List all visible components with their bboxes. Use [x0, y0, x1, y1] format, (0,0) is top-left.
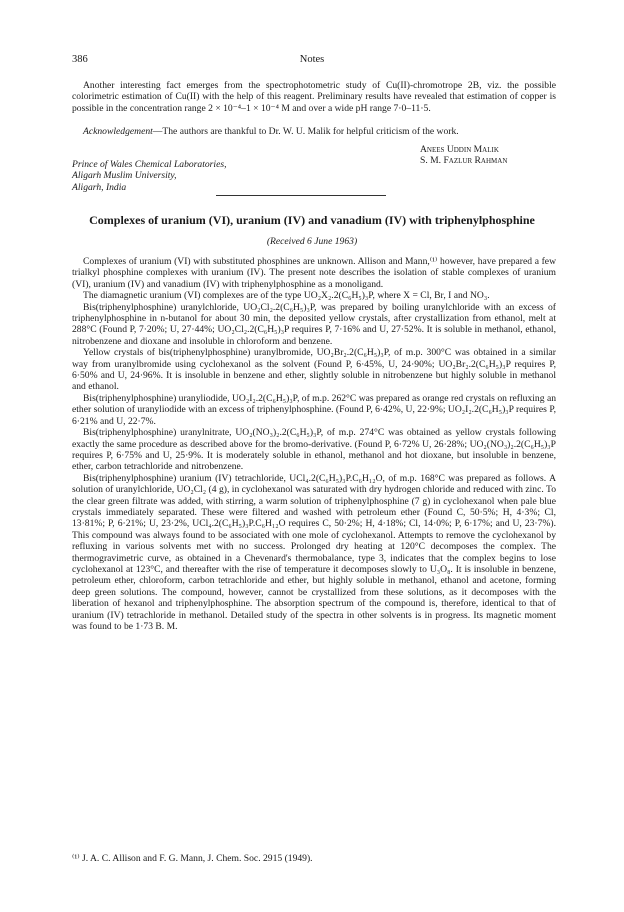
affiliation-line-3: Aligarh, India [72, 181, 127, 193]
intro-paragraph [72, 80, 556, 114]
running-header: Notes [299, 54, 325, 65]
article-title: Complexes of uranium (VI), uranium (IV) and vanadium (IV) with triphenylphosphine [89, 213, 535, 227]
body-paragraph-2: The diamagnetic uranium (VI) complexes are of the type UO₂X₂.2(C₆H₅)₃P, where X = Cl, Br, I and NO₃. [83, 290, 490, 302]
affiliation [72, 159, 226, 193]
body-paragraph-3: Bis(triphenylphosphine) uranylchloride, UO₂Cl₂.2(C₆H₅)₃P, was prepared by boiling uranylchloride with an excess of triphenylphosphine in n-butanol for about 30 min, the deposited yellow crystals, after crystallization from ethanol, melt at 288°C (Found P, 7·20%; U, 27·44%; UO₂Cl₂.2(C₆H₅)₃P requires P, 7·16% and U, 27·52%. It is soluble in methanol, ethanol, nitrobenzene and dioxane and insoluble in chloroform and benzene. [72, 301, 556, 347]
page-number: 386 [72, 54, 88, 65]
body-paragraph-6: Bis(triphenylphosphine) uranylnitrate, UO₂(NO₃)₂.2(C₆H₅)₃P, of m.p. 274°C was obtained as yellow crystals following exactly the same procedure as described above for the bromo-derivative. (Found P, 6·72% U, 26·28%; UO₂(NO₃)₂.2(C₆H₅)₃P requires P, 6·75% and U, 25·9%. It is moderately soluble in ethanol, methanol and hot dioxane, but insoluble in benzene, ether, carbon tetrachloride and nitrobenzene. [72, 427, 556, 473]
section-divider [216, 195, 386, 196]
article-body [72, 256, 556, 632]
acknowledgement [72, 126, 556, 137]
author-2: S. M. Fazlur Rahman [420, 155, 508, 167]
acknowledgement-text: —The authors are thankful to Dr. W. U. Malik for helpful criticism of the work. [152, 126, 459, 137]
footnote [72, 853, 556, 864]
acknowledgement-label: Acknowledgement [83, 126, 153, 137]
intro-text: Another interesting fact emerges from the spectrophotometric study of Cu(II)-chromotrope 2B, viz. the possible colorimetric estimation of Cu(II) with the help of this reagent. Preliminary results have revealed that estimation of copper is possible in the concentration range 2 × 10⁻⁴–1 × 10⁻⁴ M and over a wide pH range 7·0–11·5. [72, 80, 556, 114]
received-date: (Received 6 June 1963) [266, 236, 358, 247]
body-paragraph-7: Bis(triphenylphosphine) uranium (IV) tetrachloride, UCl₄.2(C₆H₅)₃P.C₆H₁₂O, of m.p. 168°C was prepared as follows. A solution of uranylchloride, UO₂Cl₂ (4 g), in cyclohexanol was saturated with dry hydrogen chloride and reduced with zinc. To the clear green filtrate was added, with stirring, a warm solution of triphenylphosphine (7 g) in cyclohexanol when pale blue crystals immediately separated. These were filtered and washed with petroleum ether (Found C, 50·5%; H, 4·3%; Cl, 13·81%; P, 6·21%; U, 23·2%, UCl₄.2(C₆H₅)₃P.C₆H₁₂O requires C, 50·2%; H, 4·18%; Cl, 14·0%; P, 6·17%; and U, 23·7%). This compound was always found to be associated with one mole of cyclohexanol. Attempts to remove the cyclohexanol by refluxing in various solvents met with no success. Prolonged dry heating at 120°C decomposes the complex. The thermogravimetric curve, as obtained in a Chevenard's thermobalance, type 3, indicates that the complex begins to lose cyclohexanol at 123°C, and thereafter with the rise of temperature it decomposes slowly to U₃O₈. It is insoluble in benzene, petroleum ether, chloroform, carbon tetrachloride and ether, but highly soluble in methanol, ethanol and acetone, forming deep green solutions. The compound, however, cannot be crystallized from these solutions, as it decomposes with the liberation of hexanol and triphenylphosphine. The absorption spectrum of the compound is, therefore, identical to that of uranium (IV) tetrachloride in methanol. Detailed study of the spectra in other solvents is in progress. Its magnetic moment was found to be 1·73 B. M. [72, 472, 556, 632]
body-paragraph-5: Bis(triphenylphosphine) uranyliodide, UO₂I₂.2(C₆H₅)₃P, of m.p. 262°C was prepared as orange red crystals on refluxing an ether solution of uranyliodide with an excess of triphenylphosphine. (Found P, 6·42%, U, 22·9%; UO₂I₂.2(C₆H₅)₃P requires P, 6·21% and U, 22·7%. [72, 392, 556, 427]
affiliation-line-2: Aligarh Muslim University, [72, 170, 177, 182]
body-paragraph-1: Complexes of uranium (VI) with substituted phosphines are unknown. Allison and Mann,⁽¹⁾ however, have prepared a few trialkyl phosphine complexes with uranium (IV). The present note describes the isolation of stable complexes of uranium (VI), uranium (IV) and vanadium (IV) with triphenylphosphine as a monoligand. [72, 256, 556, 290]
footnote-marker: ⁽¹⁾ [72, 853, 80, 864]
footnote-text: J. A. C. Allison and F. G. Mann, J. Chem. Soc. 2915 (1949). [82, 853, 313, 864]
author-1: Anees Uddin Malik [420, 144, 499, 155]
body-paragraph-4: Yellow crystals of bis(triphenylphosphine) uranylbromide, UO₂Br₂.2(C₆H₅)₃P, of m.p. 300°C was obtained in a similar way from uranylbromide using cyclohexanol as the solvent (Found P, 6·45%, U, 24·90%; UO₂Br₂.2(C₆H₅)₃P requires P, 6·50% and U, 24·96%. It is insoluble in benzene and ether, slightly soluble in nitrobenzene but highly soluble in methanol and ethanol. [72, 347, 556, 393]
author-list [420, 144, 507, 167]
affiliation-line-1: Prince of Wales Chemical Laboratories, [72, 159, 227, 170]
